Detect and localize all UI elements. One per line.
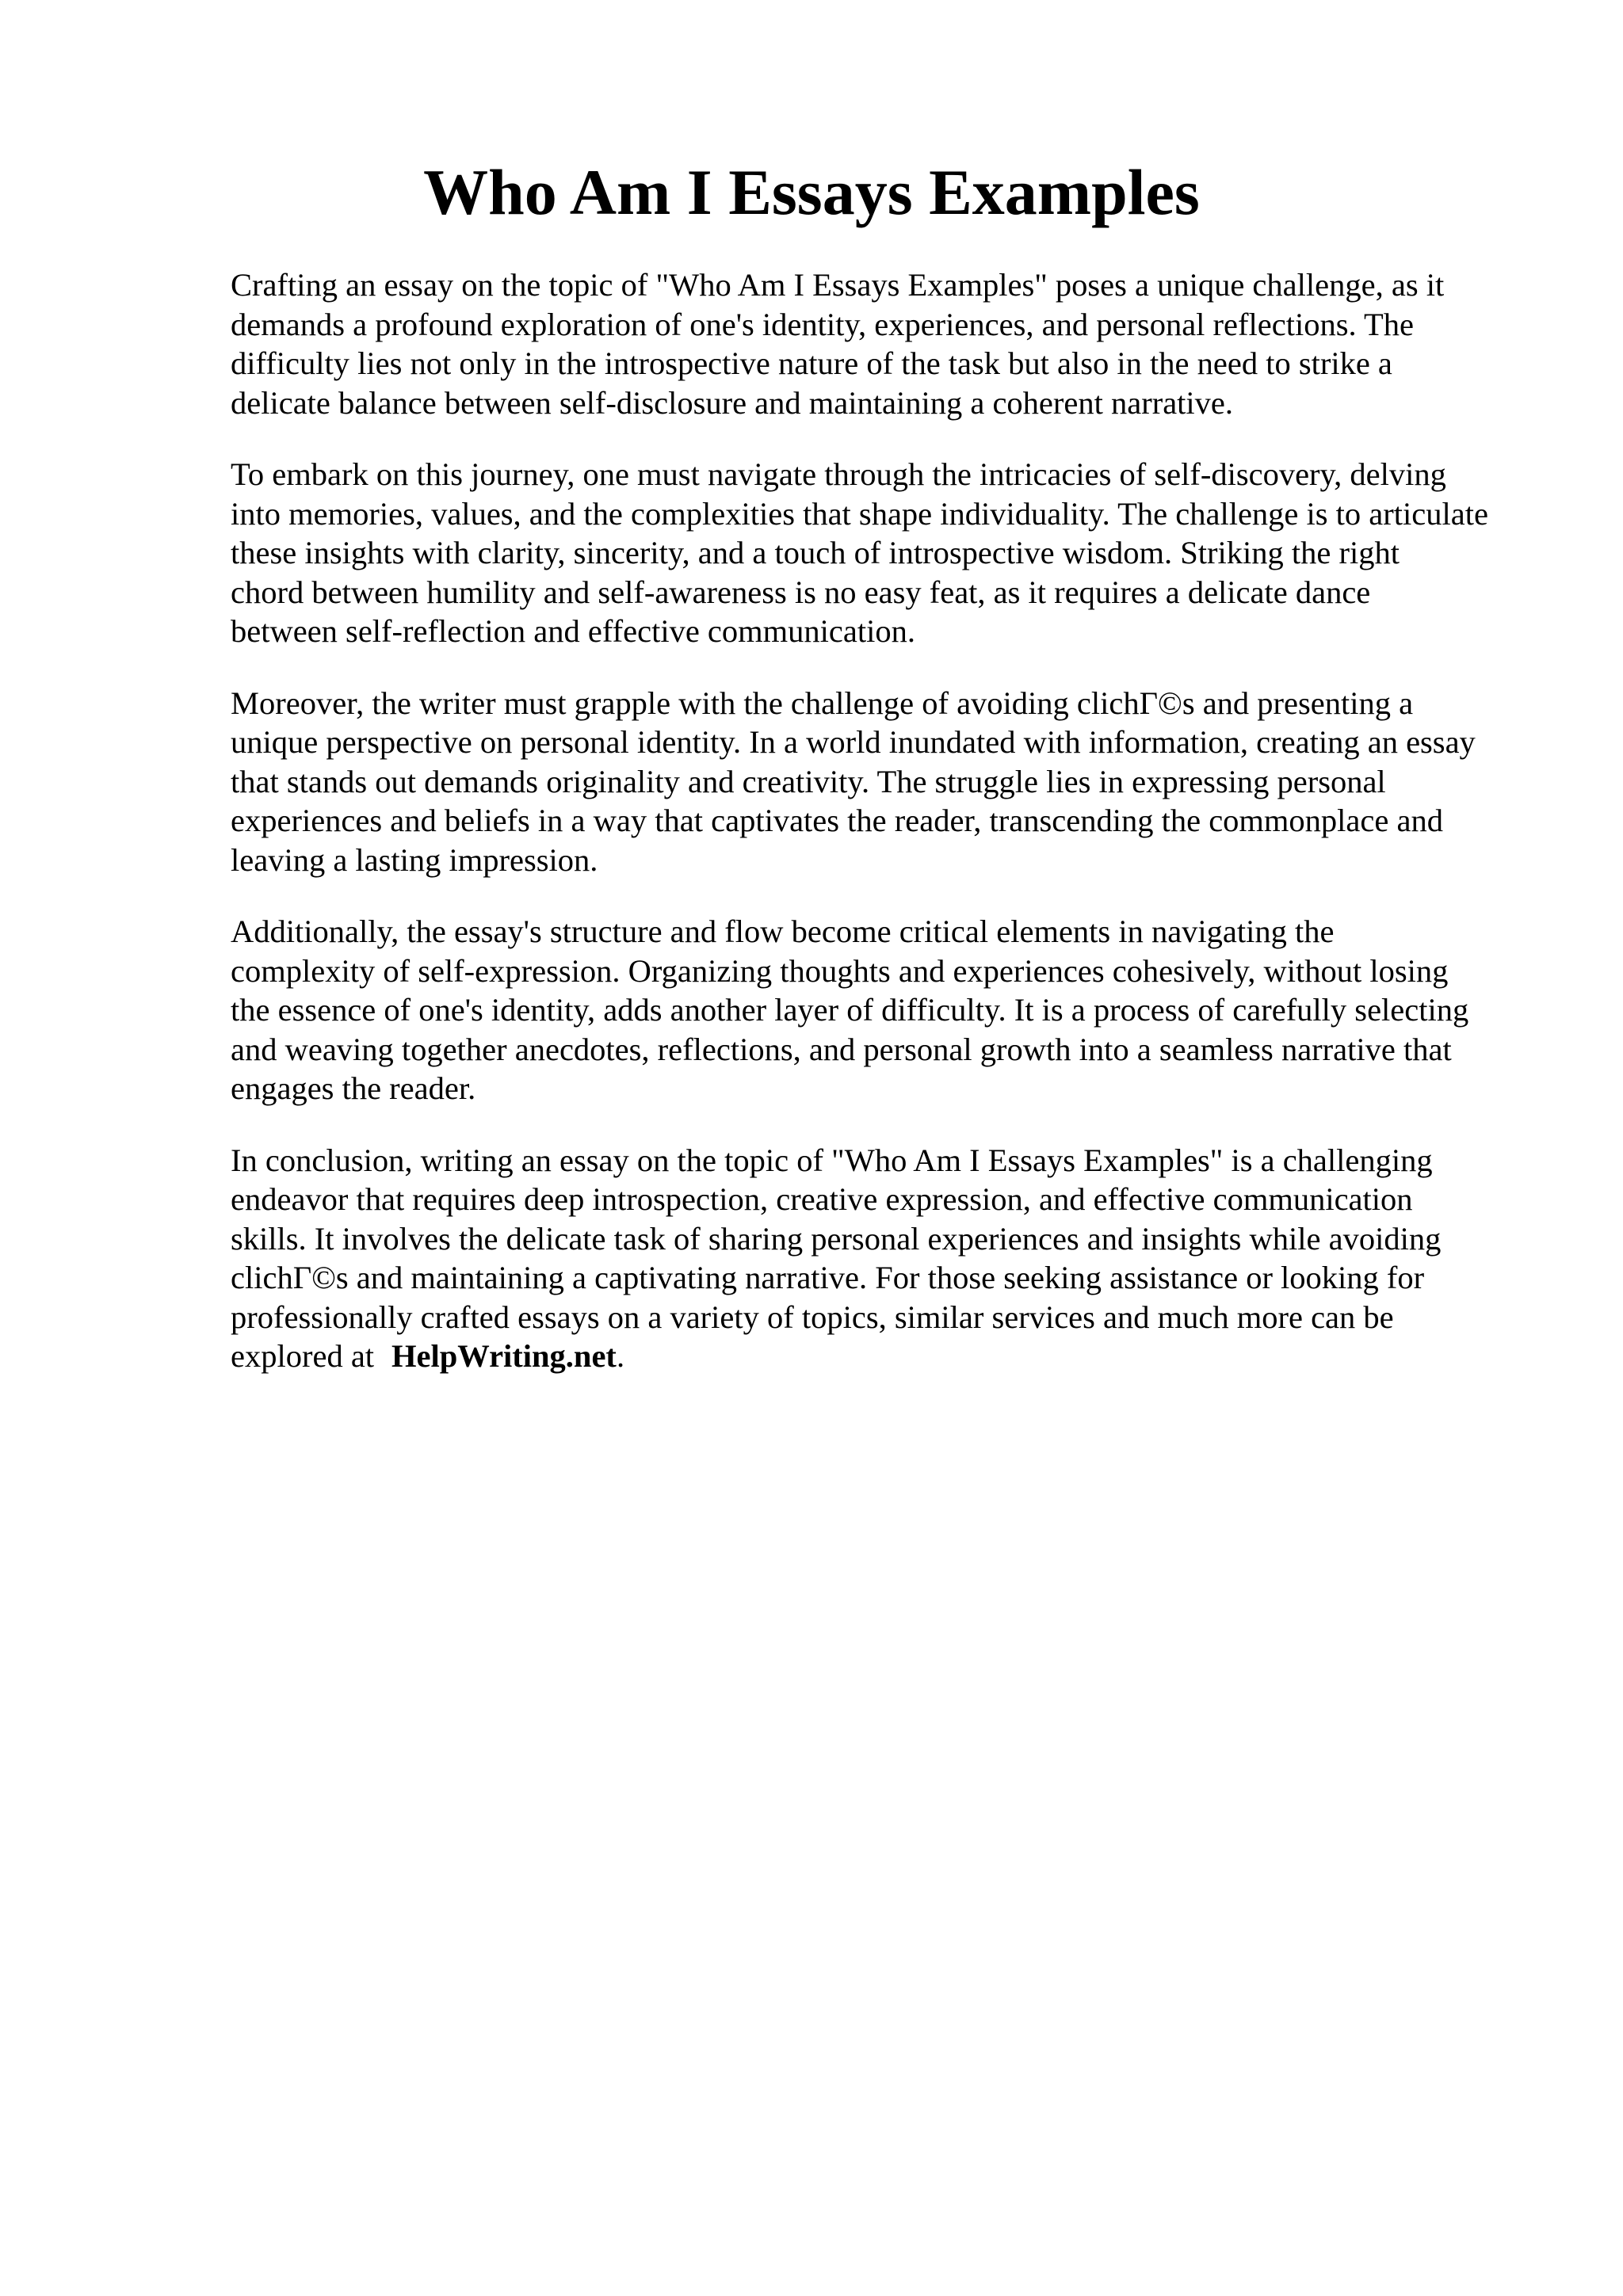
text-line: delicate balance between self-disclosure and maintaining a coherent narrative. xyxy=(231,384,1234,421)
text-line: Additionally, the essay's structure and flow become critical elements in navigating the xyxy=(231,913,1335,949)
text-line: into memories, values, and the complexities that shape individuality. The challenge is to articulate xyxy=(231,495,1488,532)
text-line: leaving a lasting impression. xyxy=(231,841,598,878)
paragraph-4 xyxy=(231,912,1530,1108)
text-line: difficulty lies not only in the introspective nature of the task but also in the need to strike a xyxy=(231,345,1392,381)
text-line: complexity of self-expression. Organizing thoughts and experiences cohesively, without losing xyxy=(231,952,1449,989)
final-line-prefix: explored at xyxy=(231,1338,375,1374)
text-line: professionally crafted essays on a variety of topics, similar services and much more can be xyxy=(231,1299,1394,1335)
text-line: these insights with clarity, sincerity, and a touch of introspective wisdom. Striking the right xyxy=(231,535,1400,570)
text-line: engages the reader. xyxy=(231,1070,476,1106)
helpwriting-link[interactable]: HelpWriting.net xyxy=(391,1338,617,1374)
text-line: Crafting an essay on the topic of "Who Am I Essays Examples" poses a unique challenge, as it xyxy=(231,267,1445,303)
text-line: and weaving together anecdotes, reflections, and personal growth into a seamless narrative that xyxy=(231,1031,1452,1067)
text-line: clichΓ©s and maintaining a captivating narrative. For those seeking assistance or looking for xyxy=(231,1260,1425,1295)
document-body xyxy=(231,265,1530,1409)
text-line: demands a profound exploration of one's identity, experiences, and personal reflections. The xyxy=(231,306,1414,342)
paragraph-1 xyxy=(231,265,1530,422)
text-line: In conclusion, writing an essay on the topic of "Who Am I Essays Examples" is a challenging xyxy=(231,1142,1433,1178)
paragraph-3 xyxy=(231,684,1530,880)
paragraph-5 xyxy=(231,1141,1530,1376)
text-line: skills. It involves the delicate task of sharing personal experiences and insights while avoiding xyxy=(231,1220,1442,1257)
text-line: between self-reflection and effective communication. xyxy=(231,613,915,649)
text-line: that stands out demands originality and creativity. The struggle lies in expressing personal xyxy=(231,763,1386,799)
text-line: chord between humility and self-awareness is no easy feat, as it requires a delicate dance xyxy=(231,574,1371,610)
text-line: unique perspective on personal identity. In a world inundated with information, creating an essay xyxy=(231,724,1476,760)
text-line: To embark on this journey, one must navigate through the intricacies of self-discovery, delving xyxy=(231,456,1446,492)
final-text-line xyxy=(231,1337,1530,1376)
document-title: Who Am I Essays Examples xyxy=(423,156,1200,228)
text-line: Moreover, the writer must grapple with the challenge of avoiding clichΓ©s and presenting a xyxy=(231,685,1414,721)
final-line-suffix: . xyxy=(616,1338,625,1374)
text-line: experiences and beliefs in a way that captivates the reader, transcending the commonplace and xyxy=(231,803,1443,838)
paragraph-2 xyxy=(231,455,1530,651)
text-line: endeavor that requires deep introspection, creative expression, and effective communication xyxy=(231,1181,1413,1217)
text-line: the essence of one's identity, adds another layer of difficulty. It is a process of carefully selecting xyxy=(231,992,1469,1028)
